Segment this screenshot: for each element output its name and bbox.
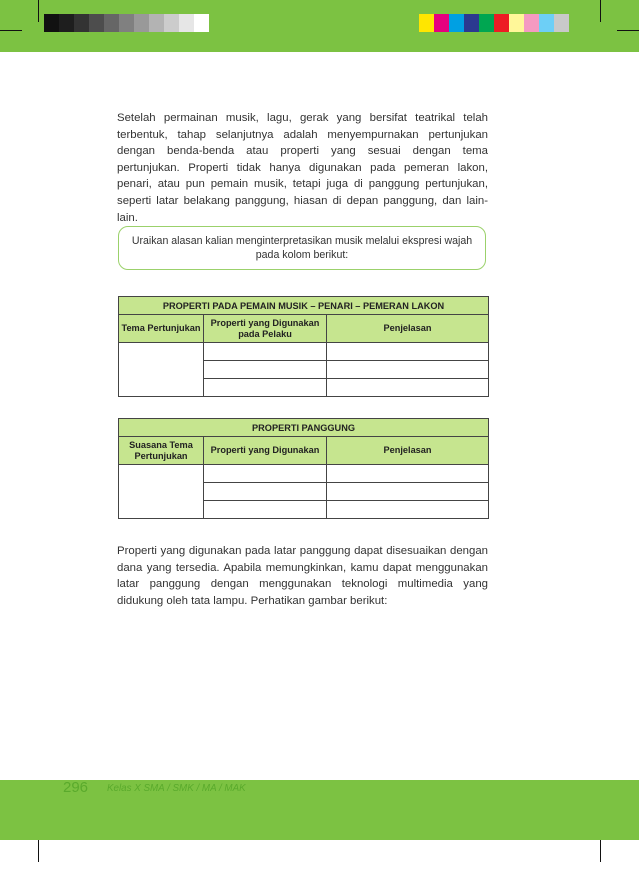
color-swatch [89,14,104,32]
table-cell[interactable] [204,501,327,519]
color-swatch [509,14,524,32]
table-cell[interactable] [204,361,327,379]
grayscale-swatches [44,14,209,32]
column-header: Tema Pertunjukan [119,315,204,343]
color-swatch [59,14,74,32]
color-swatch [494,14,509,32]
color-swatch [149,14,164,32]
crop-mark [0,30,22,31]
crop-mark [38,0,39,22]
page-number: 296 [63,779,89,796]
color-swatch [74,14,89,32]
crop-mark [38,840,39,862]
color-swatches [419,14,569,32]
color-swatch [44,14,59,32]
intro-paragraph: Setelah permainan musik, lagu, gerak yang bersifat teatrikal telah terbentuk, tahap selanjutnya adalah menyempurnakan pertunjukan dengan benda-benda atau properti yang sesuai dengan tema pertunjukan. Properti tidak hanya digunakan pada pemeran lakon, penari, atau pun pemain musik, tetapi juga di panggung pertunjukan, seperti latar belakang panggung, hiasan di depan panggung, dan lain-lain. [117,112,488,224]
color-swatch [449,14,464,32]
table-cell[interactable] [327,501,489,519]
performer-property-table [118,296,489,397]
crop-mark [600,0,601,22]
table-cell[interactable] [119,343,204,397]
bottom-color-band [0,780,639,840]
color-swatch [419,14,434,32]
color-swatch [434,14,449,32]
table-cell[interactable] [204,465,327,483]
color-swatch [464,14,479,32]
table-cell[interactable] [119,465,204,519]
color-swatch [179,14,194,32]
color-swatch [104,14,119,32]
table-cell[interactable] [327,379,489,397]
crop-mark [617,30,639,31]
color-swatch [539,14,554,32]
table-title: PROPERTI PADA PEMAIN MUSIK – PENARI – PEMERAN LAKON [119,297,489,315]
table-cell[interactable] [204,483,327,501]
color-swatch [119,14,134,32]
table-title: PROPERTI PANGGUNG [119,419,489,437]
table-cell[interactable] [327,343,489,361]
column-header: Suasana Tema Pertunjukan [119,437,204,465]
instruction-box: Uraikan alasan kalian menginterpretasikan musik melalui ekspresi wajah pada kolom berikut: [118,226,486,270]
crop-mark [600,840,601,862]
color-swatch [134,14,149,32]
color-swatch [554,14,569,32]
column-header: Properti yang Digunakan [204,437,327,465]
color-swatch [164,14,179,32]
closing-paragraph: Properti yang digunakan pada latar panggung dapat disesuaikan dengan dana yang tersedia. Apabila memungkinkan, kamu dapat menggunakan latar panggung dengan menggunakan teknologi multimedia yang didukung oleh tata lampu. Perhatikan gambar berikut: [117,545,488,607]
column-header: Penjelasan [327,315,489,343]
color-swatch [479,14,494,32]
color-swatch [194,14,209,32]
color-swatch [524,14,539,32]
table-cell[interactable] [327,483,489,501]
stage-property-table [118,418,489,519]
table-cell[interactable] [204,343,327,361]
table-cell[interactable] [204,379,327,397]
table-cell[interactable] [327,465,489,483]
book-title: Kelas X SMA / SMK / MA / MAK [107,783,246,794]
table-cell[interactable] [327,361,489,379]
column-header: Penjelasan [327,437,489,465]
column-header: Properti yang Digunakan pada Pelaku [204,315,327,343]
